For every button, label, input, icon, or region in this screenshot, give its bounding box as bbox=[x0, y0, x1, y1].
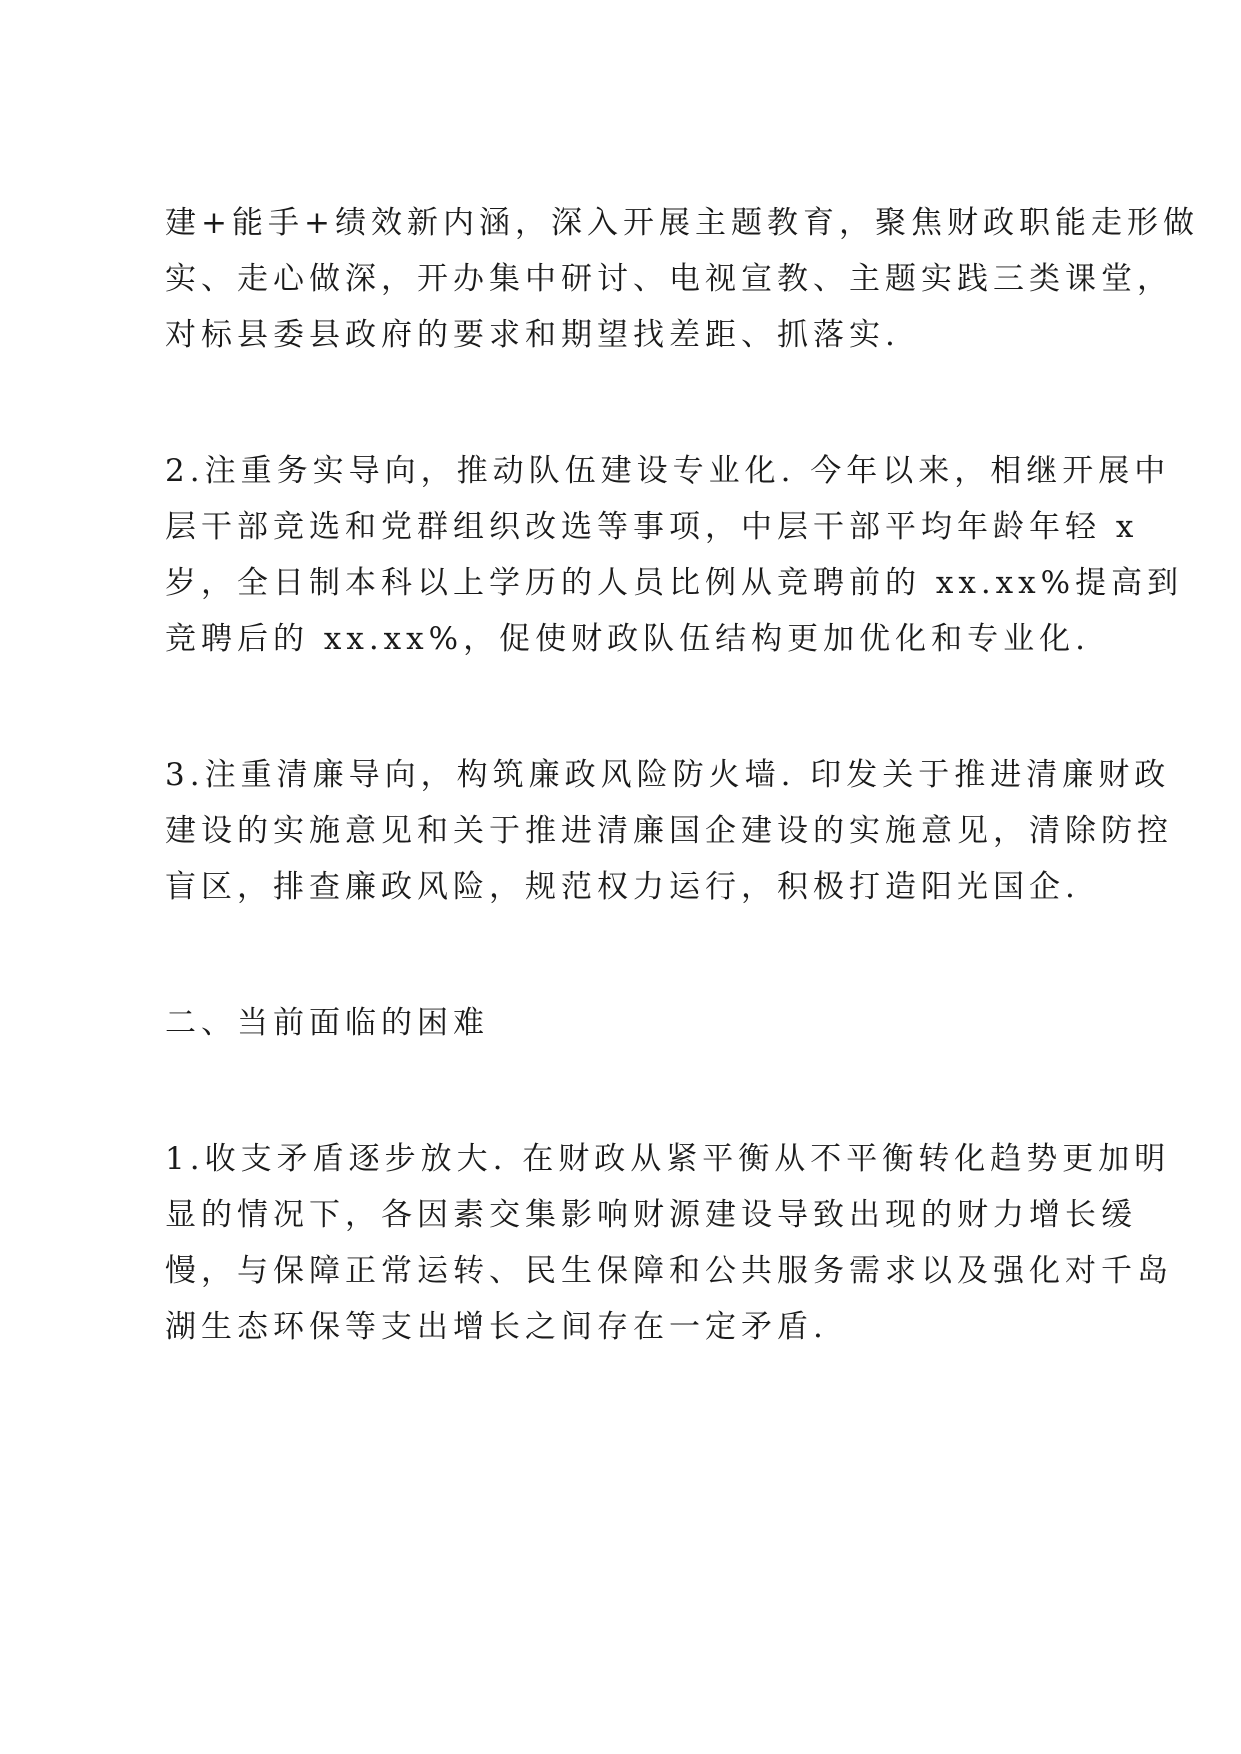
text-line: 建+能手+绩效新内涵，深入开展主题教育，聚焦财政职能走形做 bbox=[165, 205, 1199, 241]
text-line: 实、走心做深，开办集中研讨、电视宣教、主题实践三类课堂， bbox=[165, 261, 1173, 297]
section-heading bbox=[165, 995, 1095, 1051]
text-line: 3.注重清廉导向，构筑廉政风险防火墙. 印发关于推进清廉财政 bbox=[165, 757, 1171, 793]
text-line: 湖生态环保等支出增长之间存在一定矛盾. bbox=[165, 1309, 828, 1345]
paragraph-spacer bbox=[165, 1051, 1095, 1131]
paragraph-spacer bbox=[165, 363, 1095, 443]
paragraph-spacer bbox=[165, 915, 1095, 995]
heading-line: 二、当前面临的困难 bbox=[165, 1005, 489, 1041]
text-line: 对标县委县政府的要求和期望找差距、抓落实. bbox=[165, 317, 900, 353]
text-line: 竞聘后的 xx.xx%，促使财政队伍结构更加优化和专业化. bbox=[165, 621, 1090, 657]
text-line: 建设的实施意见和关于推进清廉国企建设的实施意见，清除防控 bbox=[165, 813, 1173, 849]
text-line: 岁，全日制本科以上学历的人员比例从竞聘前的 xx.xx%提高到 bbox=[165, 565, 1184, 601]
document-body bbox=[165, 195, 1199, 1355]
paragraph-difficulty-1 bbox=[165, 1131, 1173, 1355]
paragraph-item-3 bbox=[165, 747, 1173, 915]
text-line: 盲区，排查廉政风险，规范权力运行，积极打造阳光国企. bbox=[165, 869, 1080, 905]
text-line: 1.收支矛盾逐步放大. 在财政从紧平衡从不平衡转化趋势更加明 bbox=[165, 1141, 1171, 1177]
text-line: 层干部竞选和党群组织改选等事项，中层干部平均年龄年轻 x bbox=[165, 509, 1139, 545]
text-line: 显的情况下，各因素交集影响财源建设导致出现的财力增长缓 bbox=[165, 1197, 1137, 1233]
paragraph-spacer bbox=[165, 667, 1095, 747]
text-line: 慢，与保障正常运转、民生保障和公共服务需求以及强化对千岛 bbox=[165, 1253, 1173, 1289]
text-line: 2.注重务实导向，推动队伍建设专业化. 今年以来，相继开展中 bbox=[165, 453, 1171, 489]
paragraph-continuation bbox=[165, 195, 1199, 363]
paragraph-item-2 bbox=[165, 443, 1184, 667]
